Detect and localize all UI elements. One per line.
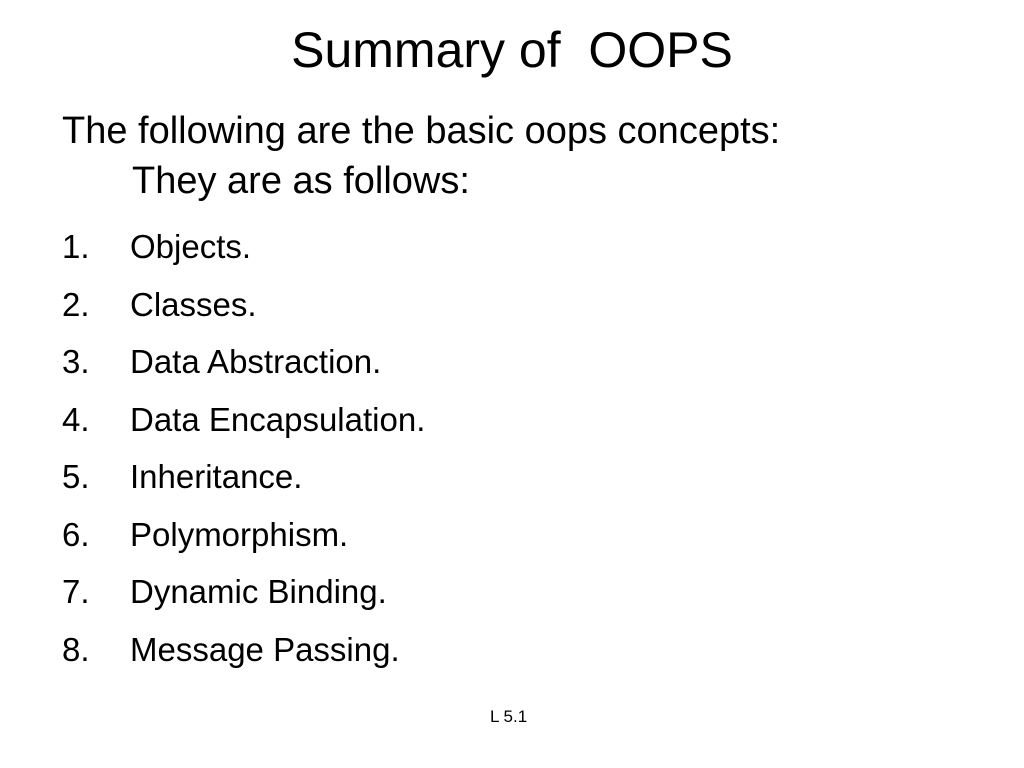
list-item-number: 1. xyxy=(62,228,90,265)
list-item xyxy=(62,563,425,621)
concept-list xyxy=(62,218,425,678)
list-item-text: Data Abstraction. xyxy=(130,343,382,380)
list-item xyxy=(62,448,425,506)
list-item-text: Data Encapsulation. xyxy=(130,400,426,438)
list-item-text: Polymorphism. xyxy=(130,515,349,553)
list-item xyxy=(62,621,425,679)
list-item xyxy=(62,218,425,276)
list-item xyxy=(62,506,425,564)
list-item-number: 2. xyxy=(62,285,90,323)
list-item-text: Dynamic Binding. xyxy=(130,573,387,610)
list-item xyxy=(62,276,425,334)
slide-title: Summary of OOPS xyxy=(291,22,733,78)
list-item xyxy=(62,333,425,391)
list-item-number: 7. xyxy=(62,573,90,610)
slide-footer: L 5.1 xyxy=(490,707,528,726)
list-item-text: Inheritance. xyxy=(130,458,303,495)
list-item-number: 4. xyxy=(62,400,90,438)
intro-line-2: They are as follows: xyxy=(132,160,470,202)
intro-text xyxy=(62,106,982,206)
list-item-number: 6. xyxy=(62,515,90,553)
list-item-number: 5. xyxy=(62,458,90,495)
intro-line-1: The following are the basic oops concepts: xyxy=(62,110,781,152)
list-item-text: Classes. xyxy=(130,285,257,323)
list-item xyxy=(62,391,425,449)
list-item-number: 8. xyxy=(62,630,90,668)
list-item-number: 3. xyxy=(62,343,90,380)
list-item-text: Message Passing. xyxy=(130,630,400,668)
list-item-text: Objects. xyxy=(130,228,252,265)
